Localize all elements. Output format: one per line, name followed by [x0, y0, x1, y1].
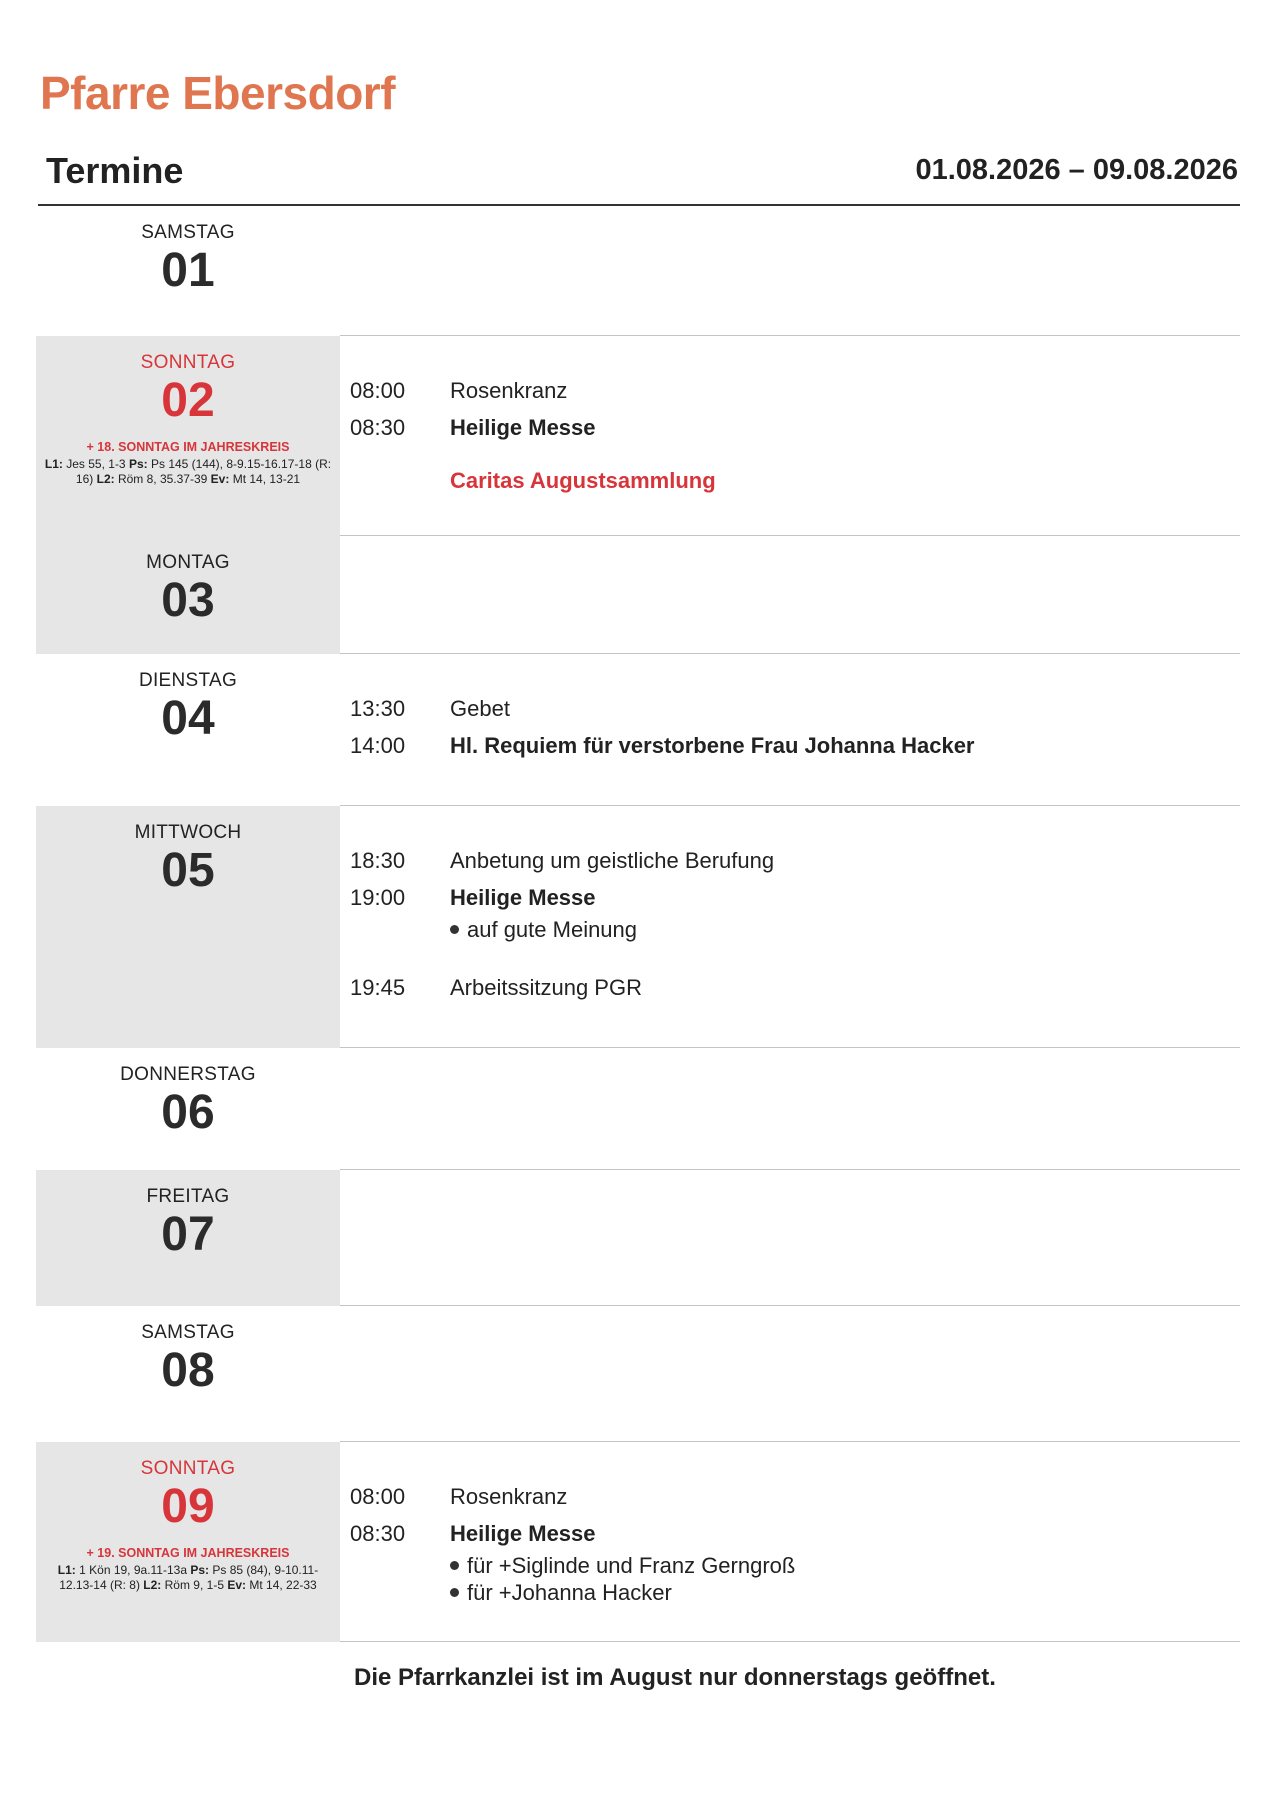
schedule-list	[36, 206, 1240, 1642]
day-label	[36, 1170, 340, 1306]
day-label	[36, 1306, 340, 1442]
weekday-label: SONNTAG	[140, 352, 236, 373]
event-title: Heilige Messe	[450, 884, 596, 910]
day-label	[36, 654, 340, 806]
event-time: 13:30	[350, 695, 406, 721]
event-title: Heilige Messe	[450, 1520, 596, 1546]
event-time: 14:00	[350, 732, 406, 758]
day-label	[36, 336, 340, 536]
feast-title: + 18. SONNTAG IM JAHRESKREIS	[86, 440, 290, 455]
weekday-label: SONNTAG	[140, 1458, 236, 1479]
weekday-label: MITTWOCH	[134, 822, 242, 843]
scripture-readings: L1: 1 Kön 19, 9a.11-13a Ps: Ps 85 (84), 9-10.11-12.13-14 (R: 8) L2: Röm 9, 1-5 Ev: Mt 14, 22-33	[57, 1563, 319, 1593]
day-events	[340, 1306, 1240, 1442]
event-title: Heilige Messe	[450, 414, 596, 440]
event-time: 19:00	[350, 884, 406, 910]
day-row	[36, 1170, 1240, 1306]
special-note: Caritas Augustsammlung	[450, 468, 716, 493]
event-item	[350, 727, 1240, 764]
date-range: 01.08.2026 – 09.08.2026	[915, 154, 1238, 186]
day-events	[340, 1170, 1240, 1306]
intention-text: für +Johanna Hacker	[467, 1579, 672, 1605]
bullet-icon	[450, 1588, 459, 1597]
day-label	[36, 1442, 340, 1642]
weekday-label: FREITAG	[146, 1186, 230, 1207]
intention-note	[350, 916, 1240, 943]
event-item	[350, 1515, 1240, 1552]
event-title: Rosenkranz	[450, 377, 568, 403]
day-number: 04	[161, 692, 215, 745]
day-row	[36, 536, 1240, 654]
day-row	[36, 1442, 1240, 1642]
day-label	[36, 1048, 340, 1170]
weekday-label: MONTAG	[146, 552, 230, 573]
event-title: Gebet	[450, 695, 510, 721]
event-time: 08:00	[350, 377, 406, 403]
spacer	[350, 943, 1240, 969]
weekday-label: SAMSTAG	[141, 222, 235, 243]
event-time: 08:30	[350, 1520, 406, 1546]
day-events	[340, 336, 1240, 536]
event-item	[350, 409, 1240, 446]
day-number: 06	[161, 1086, 215, 1139]
day-row	[36, 806, 1240, 1048]
day-row	[36, 206, 1240, 336]
intention-note	[350, 1552, 1240, 1579]
day-label	[36, 536, 340, 654]
event-time: 19:45	[350, 974, 406, 1000]
event-item	[350, 842, 1240, 879]
day-events	[340, 1048, 1240, 1170]
day-row	[36, 1306, 1240, 1442]
intention-text: auf gute Meinung	[467, 916, 638, 942]
day-number: 03	[161, 574, 215, 627]
day-events	[340, 1442, 1240, 1642]
day-events	[340, 206, 1240, 336]
day-label	[36, 206, 340, 336]
day-row	[36, 1048, 1240, 1170]
office-notice: Die Pfarrkanzlei ist im August nur donnerstags geöffnet.	[354, 1664, 996, 1691]
day-events	[340, 806, 1240, 1048]
event-item	[350, 690, 1240, 727]
day-number: 07	[161, 1208, 215, 1261]
event-item	[350, 1478, 1240, 1515]
event-title: Arbeitssitzung PGR	[450, 974, 642, 1000]
day-events	[340, 536, 1240, 654]
day-number: 02	[161, 374, 215, 427]
day-row	[36, 654, 1240, 806]
day-number: 09	[161, 1480, 215, 1533]
page-title: Termine	[46, 150, 184, 191]
event-title: Anbetung um geistliche Berufung	[450, 847, 775, 873]
day-number: 08	[161, 1344, 215, 1397]
event-time: 18:30	[350, 847, 406, 873]
intention-text: für +Siglinde und Franz Gerngroß	[467, 1552, 796, 1578]
event-time: 08:30	[350, 414, 406, 440]
event-title: Rosenkranz	[450, 1483, 568, 1509]
day-events	[340, 654, 1240, 806]
feast-title: + 19. SONNTAG IM JAHRESKREIS	[86, 1546, 290, 1561]
event-item	[350, 372, 1240, 409]
day-number: 01	[161, 244, 215, 297]
day-row	[36, 336, 1240, 536]
bullet-icon	[450, 1561, 459, 1570]
weekday-label: DONNERSTAG	[120, 1064, 256, 1085]
intention-note	[350, 1579, 1240, 1606]
parish-name: Pfarre Ebersdorf	[40, 67, 396, 119]
event-item	[350, 879, 1240, 916]
weekday-label: DIENSTAG	[138, 670, 238, 691]
bullet-icon	[450, 925, 459, 934]
day-label	[36, 806, 340, 1048]
event-item	[350, 969, 1240, 1006]
event-title: Hl. Requiem für verstorbene Frau Johanna Hacker	[450, 732, 975, 758]
day-number: 05	[161, 844, 215, 897]
event-time: 08:00	[350, 1483, 406, 1509]
scripture-readings: L1: Jes 55, 1-3 Ps: Ps 145 (144), 8-9.15-16.17-18 (R: 16) L2: Röm 8, 35.37-39 Ev: Mt 14, 13-21	[44, 457, 332, 487]
weekday-label: SAMSTAG	[141, 1322, 235, 1343]
